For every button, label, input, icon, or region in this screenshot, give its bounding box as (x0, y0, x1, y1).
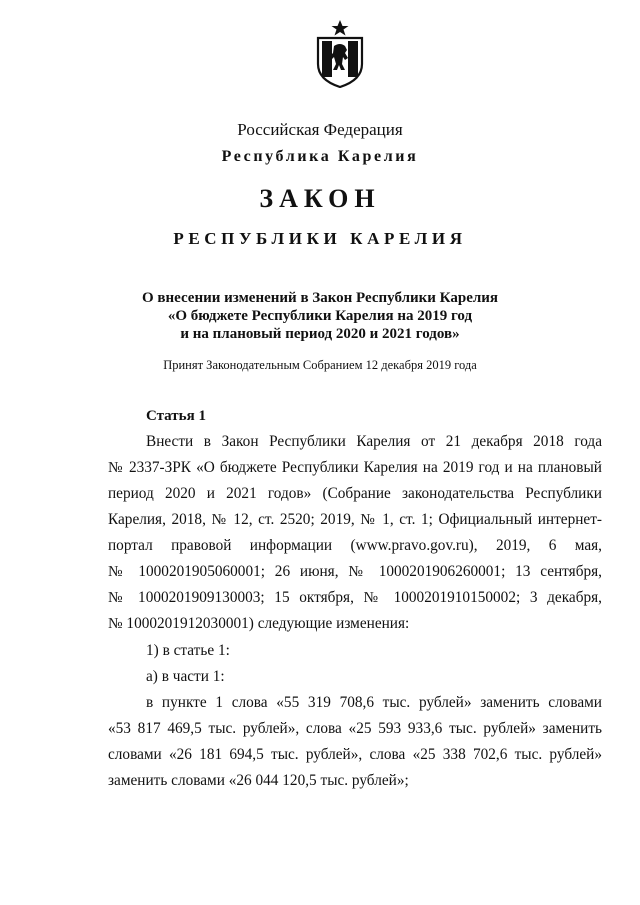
paragraph-line: № 1000201909130003; 15 октября, № 1000201910150002; 3 декабря, (108, 589, 602, 606)
paragraph-line: заменить словами «26 044 120,5 тыс. рублей»; (108, 772, 409, 789)
country-name: Российская Федерация (237, 120, 403, 139)
article-intro-paragraph (108, 432, 602, 640)
item-1-text: 1) в статье 1: (146, 642, 230, 659)
paragraph-line: портал правовой информации (www.pravo.gov.ru), 2019, 6 мая, (108, 537, 602, 554)
paragraph-line: Внести в Закон Республики Карелия от 21 декабря 2018 года (146, 433, 602, 450)
paragraph-line: словами «26 181 694,5 тыс. рублей», слова «25 338 702,6 тыс. рублей» (108, 746, 602, 763)
adoption-note: Принят Законодательным Собранием 12 декабря 2019 года (163, 358, 477, 372)
karelia-coat-of-arms-emblem (312, 20, 368, 88)
law-title-line: «О бюджете Республики Карелия на 2019 год (167, 308, 473, 324)
law-title-line: и на плановый период 2020 и 2021 годов» (180, 326, 460, 342)
paragraph-line: «53 817 469,5 тыс. рублей», слова «25 593 933,6 тыс. рублей» заменить (108, 720, 602, 737)
paragraph-line: в пункте 1 слова «55 319 708,6 тыс. рублей» заменить словами (146, 694, 602, 711)
article-heading: Статья 1 (146, 408, 206, 424)
item-1a-text: а) в части 1: (146, 668, 225, 685)
paragraph-line: № 1000201912030001) следующие изменения: (108, 615, 410, 632)
paragraph-line: № 1000201905060001; 26 июня, № 1000201906260001; 13 сентября, (108, 563, 602, 580)
clause-paragraph (108, 693, 602, 797)
paragraph-line: № 2337-ЗРК «О бюджете Республики Карелия на 2019 год и на плановый (108, 459, 602, 476)
document-type-title: ЗАКОН (259, 184, 381, 213)
law-title-line: О внесении изменений в Закон Республики Карелия (141, 290, 499, 306)
paragraph-line: период 2020 и 2021 годов» (Собрание законодательства Республики (108, 485, 602, 502)
item-1a (108, 667, 602, 687)
paragraph-line: Карелия, 2018, № 12, ст. 2520; 2019, № 1, ст. 1; Официальный интернет- (108, 511, 602, 528)
issuer-title: РЕСПУБЛИКИ КАРЕЛИЯ (173, 229, 467, 248)
republic-name: Республика Карелия (221, 148, 419, 165)
item-1 (108, 641, 602, 661)
